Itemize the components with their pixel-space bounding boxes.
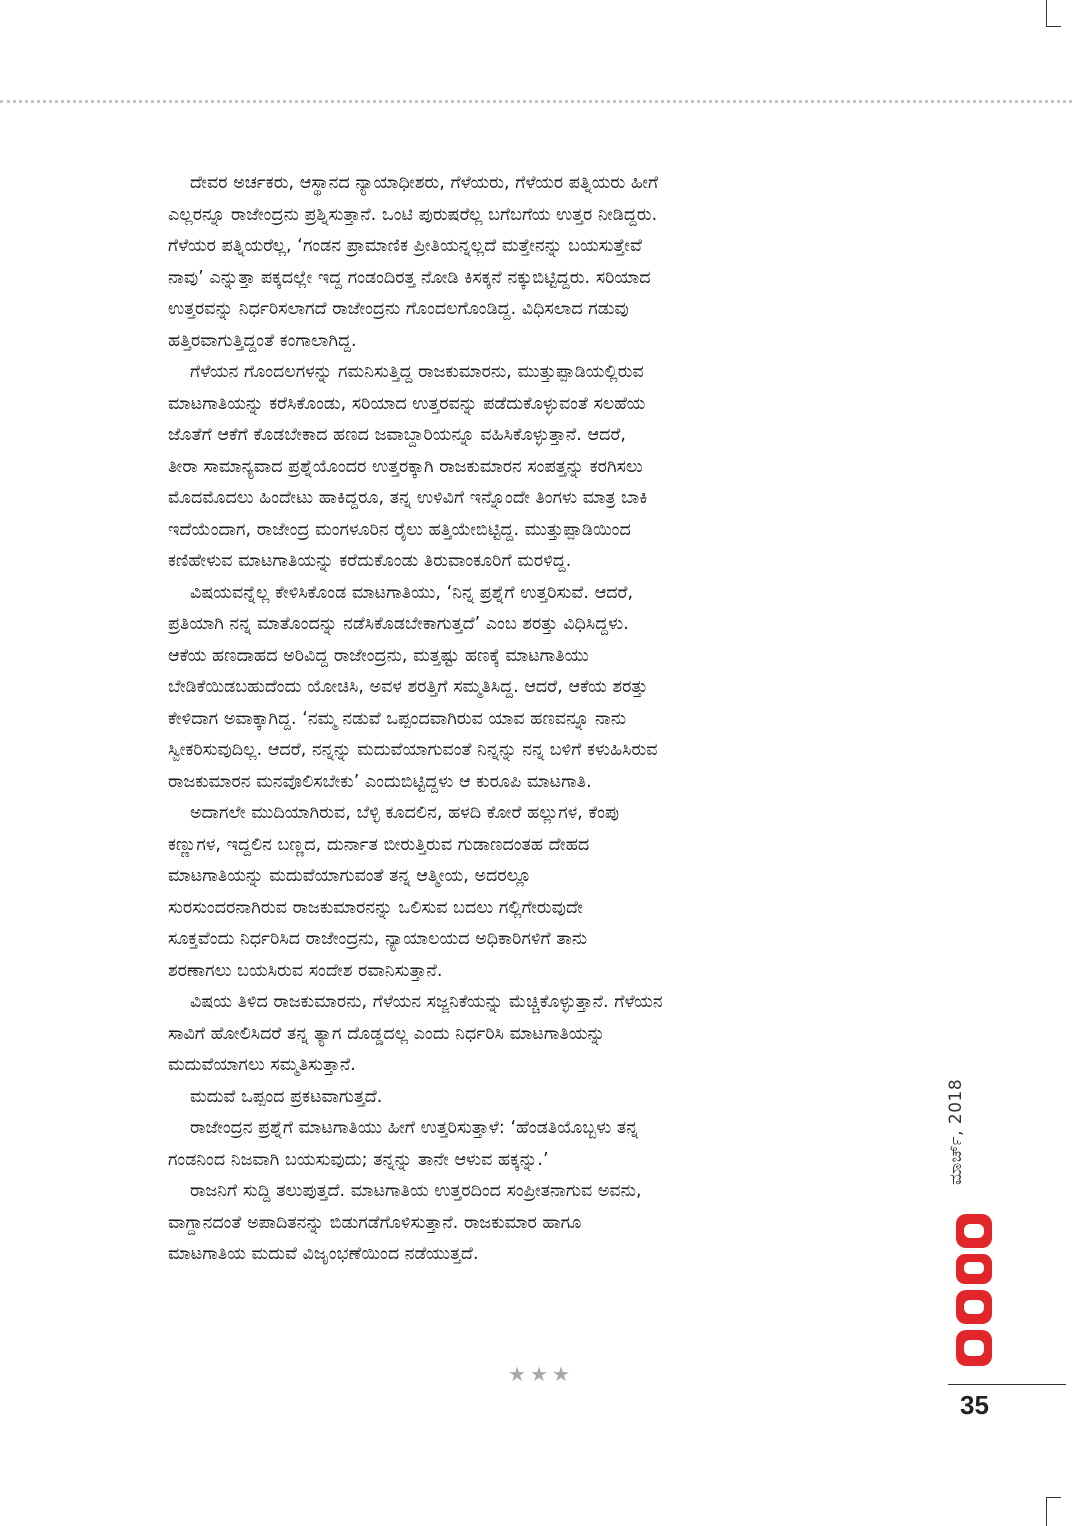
article-line: ಇದೆಯೆಂದಾಗ, ರಾಜೇಂದ್ರ ಮಂಗಳೂರಿನ ರೈಲು ಹತ್ತಿಯೇಬಿಟ್ಟಿದ್ದ. ಮುತ್ತುಪ್ಪಾಡಿಯಿಂದ	[168, 519, 631, 540]
page-number-rule	[948, 1384, 1066, 1385]
article-line: ಅದಾಗಲೇ ಮುದಿಯಾಗಿರುವ, ಬೆಳ್ಳಿ ಕೂದಲಿನ, ಹಳದಿ ಕೋರೆ ಹಲ್ಲುಗಳ, ಕೆಂಪು	[190, 803, 620, 823]
article-line: ಆಕೆಯ ಹಣದಾಹದ ಅರಿವಿದ್ದ ರಾಜೇಂದ್ರನು, ಮತ್ತಷ್ಟು ಹಣಕ್ಕೆ ಮಾಟಗಾತಿಯು	[168, 645, 589, 666]
article-line: ಕಣಿಹೇಳುವ ಮಾಟಗಾತಿಯನ್ನು ಕರೆದುಕೊಂಡು ತಿರುವಾಂಕೂರಿಗೆ ಮರಳಿದ್ದ.	[168, 551, 572, 571]
article-line: ಗಂಡನಿಂದ ನಿಜವಾಗಿ ಬಯಸುವುದು; ತನ್ನನ್ನು ತಾನೇ ಆಳುವ ಹಕ್ಕನ್ನು.’	[168, 1149, 549, 1170]
article-line: ಸುರಸುಂದರನಾಗಿರುವ ರಾಜಕುಮಾರನನ್ನು ಒಲಿಸುವ ಬದಲು ಗಲ್ಲಿಗೇರುವುದೇ	[168, 897, 583, 918]
article-line: ನಾವು’ ಎನ್ನುತ್ತಾ ಪಕ್ಕದಲ್ಲೇ ಇದ್ದ ಗಂಡಂದಿರತ್ತ ನೋಡಿ ಕಿಸಕ್ಕನೆ ನಕ್ಕುಬಿಟ್ಟಿದ್ದರು. ಸರಿಯಾದ	[168, 267, 651, 288]
article-line: ದೇವರ ಅರ್ಚಕರು, ಆಸ್ಥಾನದ ನ್ಯಾಯಾಧೀಶರು, ಗೆಳೆಯರು, ಗೆಳೆಯರ ಪತ್ನಿಯರು ಹೀಗೆ	[190, 173, 659, 193]
article-line: ಹತ್ತಿರವಾಗುತ್ತಿದ್ದಂತೆ ಕಂಗಾಲಾಗಿದ್ದ.	[168, 330, 357, 351]
crop-mark-bottom	[1046, 1497, 1061, 1526]
article-line: ಗೆಳೆಯರ ಪತ್ನಿಯರೆಲ್ಲ, ‘ಗಂಡನ ಪ್ರಾಮಾಣಿಕ ಪ್ರೀತಿಯನ್ನಲ್ಲದೆ ಮತ್ತೇನನ್ನು ಬಯಸುತ್ತೇವೆ	[168, 236, 643, 256]
article-line: ಸ್ವೀಕರಿಸುವುದಿಲ್ಲ. ಆದರೆ, ನನ್ನನ್ನು ಮದುವೆಯಾಗುವಂತೆ ನಿನ್ನನ್ನು ನನ್ನ ಬಳಿಗೆ ಕಳುಹಿಸಿರುವ	[168, 740, 658, 760]
magazine-logo	[950, 1210, 998, 1370]
article-line: ಎಲ್ಲರನ್ನೂ ರಾಜೇಂದ್ರನು ಪ್ರಶ್ನಿಸುತ್ತಾನೆ. ಒಂಟಿ ಪುರುಷರೆಲ್ಲ ಬಗೆಬಗೆಯ ಉತ್ತರ ನೀಡಿದ್ದರು.	[168, 204, 658, 225]
end-mark-stars: ★★★	[508, 1362, 574, 1386]
article-line: ರಾಜೇಂದ್ರನ ಪ್ರಶ್ನೆಗೆ ಮಾಟಗಾತಿಯು ಹೀಗೆ ಉತ್ತರಿಸುತ್ತಾಳೆ: ‘ಹೆಂಡತಿಯೊಬ್ಬಳು ತನ್ನ	[190, 1118, 639, 1138]
article-line: ಮಾಟಗಾತಿಯನ್ನು ಕರೆಸಿಕೊಂಡು, ಸರಿಯಾದ ಉತ್ತರವನ್ನು ಪಡೆದುಕೊಳ್ಳುವಂತೆ ಸಲಹೆಯ	[168, 393, 646, 414]
article-line: ಮೊದಮೊದಲು ಹಿಂದೇಟು ಹಾಕಿದ್ದರೂ, ತನ್ನ ಉಳಿವಿಗೆ ಇನ್ನೊಂದೇ ತಿಂಗಳು ಮಾತ್ರ ಬಾಕಿ	[168, 488, 648, 508]
header-dotted-rule	[0, 100, 1072, 103]
article-line: ವಿಷಯ ತಿಳಿದ ರಾಜಕುಮಾರನು, ಗೆಳೆಯನ ಸಜ್ಜನಿಕೆಯನ್ನು ಮೆಚ್ಚಿಕೊಳ್ಳುತ್ತಾನೆ. ಗೆಳೆಯನ	[190, 992, 663, 1012]
crop-mark-top	[1046, 0, 1061, 27]
article-line: ಸೂಕ್ತವೆಂದು ನಿರ್ಧರಿಸಿದ ರಾಜೇಂದ್ರನು, ನ್ಯಾಯಾಲಯದ ಅಧಿಕಾರಿಗಳಿಗೆ ತಾನು	[168, 929, 588, 949]
article-line: ಮಾಟಗಾತಿಯನ್ನು ಮದುವೆಯಾಗುವಂತೆ ತನ್ನ ಆತ್ಮೀಯ, ಅದರಲ್ಲೂ	[168, 866, 532, 886]
article-line: ತೀರಾ ಸಾಮಾನ್ಯವಾದ ಪ್ರಶ್ನೆಯೊಂದರ ಉತ್ತರಕ್ಕಾಗಿ ರಾಜಕುಮಾರನ ಸಂಪತ್ತನ್ನು ಕರಗಿಸಲು	[168, 456, 643, 477]
issue-date: ಮಾರ್ಚ್, 2018	[946, 1078, 966, 1185]
article-line: ವಿಷಯವನ್ನೆಲ್ಲ ಕೇಳಿಸಿಕೊಂಡ ಮಾಟಗಾತಿಯು, ‘ನಿನ್ನ ಪ್ರಶ್ನೆಗೆ ಉತ್ತರಿಸುವೆ. ಆದರೆ,	[190, 582, 634, 603]
article-line: ಕಣ್ಣುಗಳ, ಇದ್ದಲಿನ ಬಣ್ಣದ, ದುರ್ನಾತ ಬೀರುತ್ತಿರುವ ಗುಡಾಣದಂತಹ ದೇಹದ	[168, 834, 590, 855]
article-line: ಸಾವಿಗೆ ಹೋಲಿಸಿದರೆ ತನ್ನ ತ್ಯಾಗ ದೊಡ್ಡದಲ್ಲ ಎಂದು ನಿರ್ಧರಿಸಿ ಮಾಟಗಾತಿಯನ್ನು	[168, 1023, 606, 1044]
article-line: ಮದುವೆಯಾಗಲು ಸಮ್ಮತಿಸುತ್ತಾನೆ.	[168, 1055, 356, 1075]
article-line: ಗೆಳೆಯನ ಗೊಂದಲಗಳನ್ನು ಗಮನಿಸುತ್ತಿದ್ದ ರಾಜಕುಮಾರನು, ಮುತ್ತುಪ್ಪಾಡಿಯಲ್ಲಿರುವ	[190, 362, 644, 382]
article-line: ಮಾಟಗಾತಿಯ ಮದುವೆ ವಿಜೃಂಭಣೆಯಿಂದ ನಡೆಯುತ್ತದೆ.	[168, 1244, 479, 1264]
article-line: ಬೇಡಿಕೆಯಿಡಬಹುದೆಂದು ಯೋಚಿಸಿ, ಅವಳ ಶರತ್ತಿಗೆ ಸಮ್ಮತಿಸಿದ್ದ. ಆದರೆ, ಆಕೆಯ ಶರತ್ತು	[168, 677, 648, 697]
article-line: ಪ್ರತಿಯಾಗಿ ನನ್ನ ಮಾತೊಂದನ್ನು ನಡೆಸಿಕೊಡಬೇಕಾಗುತ್ತದೆ’ ಎಂಬ ಶರತ್ತು ವಿಧಿಸಿದ್ದಳು.	[168, 614, 629, 634]
article-line: ಉತ್ತರವನ್ನು ನಿರ್ಧರಿಸಲಾಗದೆ ರಾಜೇಂದ್ರನು ಗೊಂದಲಗೊಂಡಿದ್ದ. ವಿಧಿಸಲಾದ ಗಡುವು	[168, 299, 629, 319]
article-line: ವಾಗ್ದಾನದಂತೆ ಅಪಾದಿತನನ್ನು ಬಿಡುಗಡೆಗೊಳಿಸುತ್ತಾನೆ. ರಾಜಕುಮಾರ ಹಾಗೂ	[168, 1212, 582, 1233]
article-line: ಕೇಳಿದಾಗ ಅವಾಕ್ಕಾಗಿದ್ದ. ‘ನಮ್ಮ ನಡುವೆ ಒಪ್ಪಂದವಾಗಿರುವ ಯಾವ ಹಣವನ್ನೂ ನಾನು	[168, 708, 627, 729]
article-line: ರಾಜಕುಮಾರನ ಮನವೊಲಿಸಬೇಕು’ ಎಂದುಬಿಟ್ಟಿದ್ದಳು ಆ ಕುರೂಪಿ ಮಾಟಗಾತಿ.	[168, 771, 592, 792]
article-line: ರಾಜನಿಗೆ ಸುದ್ದಿ ತಲುಪುತ್ತದೆ. ಮಾಟಗಾತಿಯ ಉತ್ತರದಿಂದ ಸಂಪ್ರೀತನಾಗುವ ಅವನು,	[190, 1181, 642, 1201]
article-line: ಜೊತೆಗೆ ಆಕೆಗೆ ಕೊಡಬೇಕಾದ ಹಣದ ಜವಾಬ್ದಾರಿಯನ್ನೂ ವಹಿಸಿಕೊಳ್ಳುತ್ತಾನೆ. ಆದರೆ,	[168, 425, 627, 445]
page-number: 35	[960, 1390, 989, 1420]
article-body	[168, 168, 918, 1271]
article-line: ಮದುವೆ ಒಪ್ಪಂದ ಪ್ರಕಟವಾಗುತ್ತದೆ.	[190, 1086, 383, 1107]
article-line: ಶರಣಾಗಲು ಬಯಸಿರುವ ಸಂದೇಶ ರವಾನಿಸುತ್ತಾನೆ.	[168, 960, 443, 981]
